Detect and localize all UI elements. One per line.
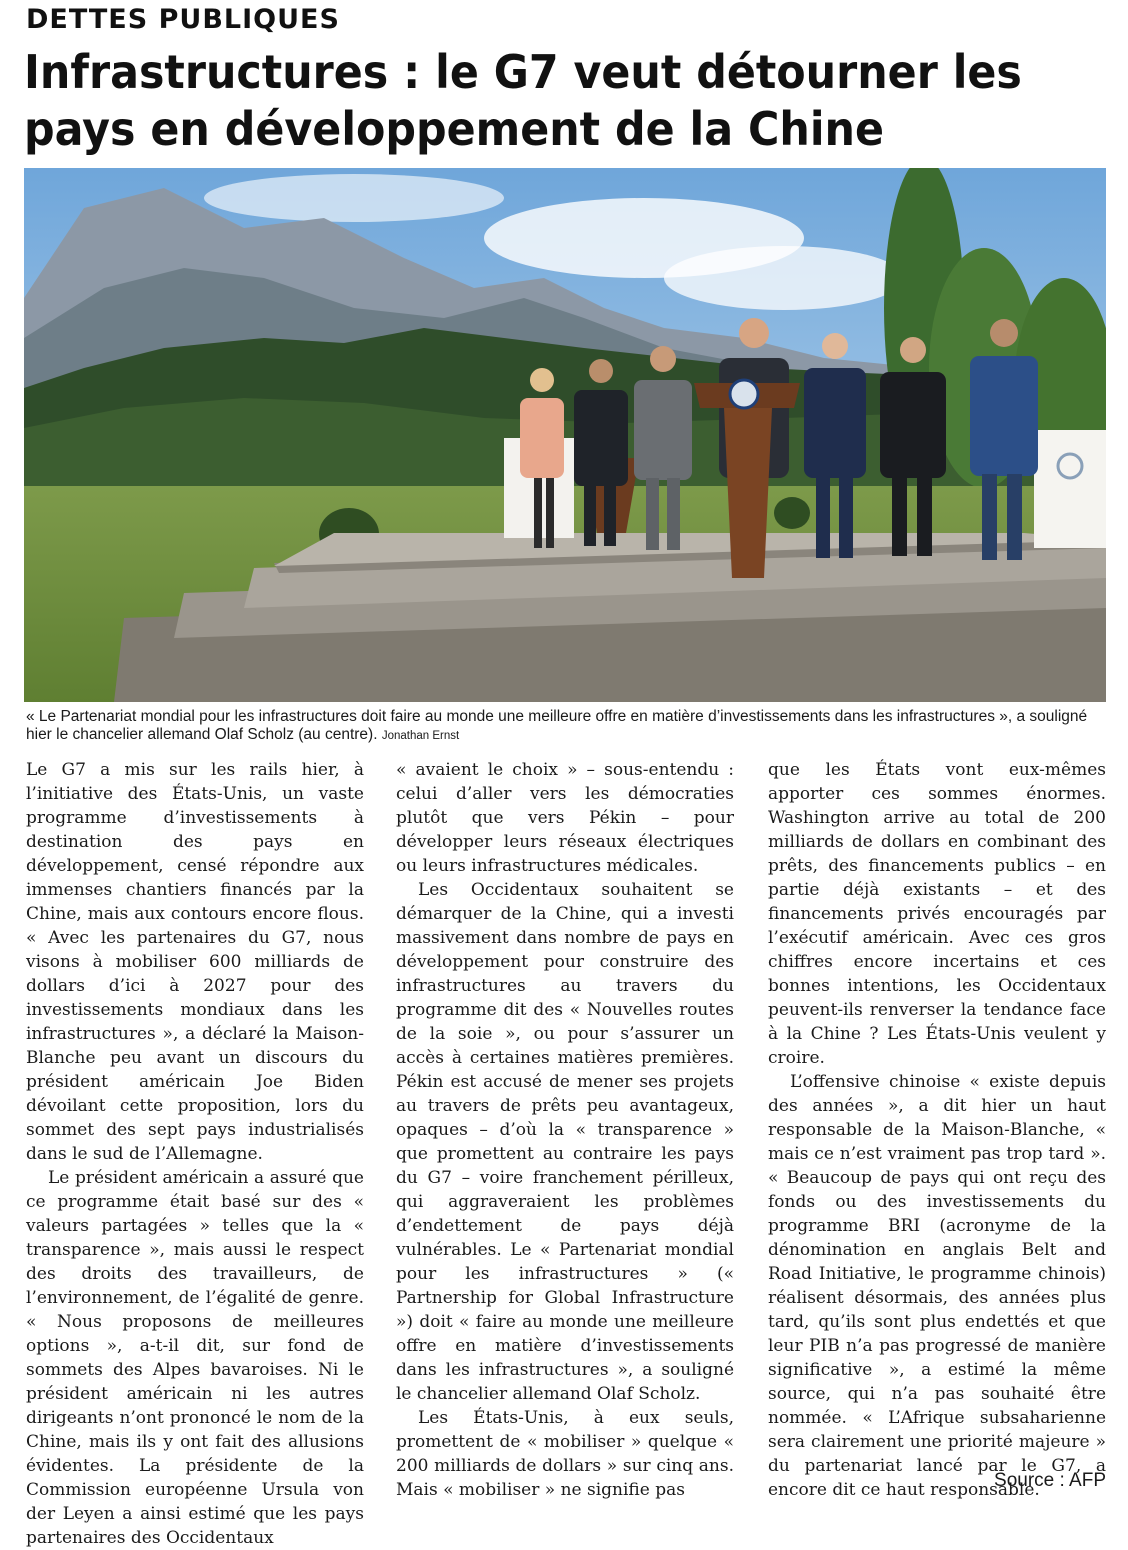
paragraph: « avaient le choix » – sous-entendu : celui d’aller vers les démocraties plutôt que vers Pékin – pour développer leurs réseaux électriques ou leurs infrastructures médicales. xyxy=(396,760,734,876)
paragraph: L’offensive chinoise « existe depuis des années », a dit hier un haut responsable de la Maison-Blanche, « mais ce n’est vraiment pas trop tard ». « Beaucoup de pays qui ont reçu des fonds ou des investissements du programme BRI (acronyme de la dénomination en anglais Belt and Road Initiative, le programme chinois) réalisent désormais, des années plus tard, qu’ils sont plus endettés et que leur PIB n’a pas progressé de manière significative », a estimé la même source, qui n’a pas souhaité être nommée. « L’Afrique subsaharienne sera clairement une priorité majeure » du partenariat lancé par le G7, a encore dit ce haut responsable. xyxy=(768,1072,1106,1500)
article-column-1 xyxy=(26,758,364,1550)
article-photo xyxy=(24,168,1106,702)
article-column-2 xyxy=(396,758,734,1502)
article-headline: Infrastructures : le G7 veut détourner les pays en développement de la Chine xyxy=(24,45,1022,156)
article-source: Source : AFP xyxy=(994,1470,1106,1491)
section-kicker: DETTES PUBLIQUES xyxy=(26,4,340,35)
paragraph: Les États-Unis, à eux seuls, promettent de « mobiliser » quelque « 200 milliards de dollars » sur cinq ans. Mais « mobiliser » ne signifie pas xyxy=(396,1408,734,1500)
paragraph: Les Occidentaux souhaitent se démarquer de la Chine, qui a investi massivement dans nombre de pays en développement pour construire des infrastructures au travers du programme dit des « Nouvelles routes de la soie », ou pour s’assurer un accès à certaines matières premières. Pékin est accusé de mener ses projets au travers de prêts peu avantageux, opaques – d’où la « transparence » que promettent au contraire les pays du G7 – voire franchement périlleux, qui aggraveraient les problèmes d’endettement de pays déjà vulnérables. Le « Partenariat mondial pour les infrastructures » (« Partnership for Global Infrastructure ») doit « faire au monde une meilleure offre en matière d’investissements dans les infrastructures », a souligné le chancelier allemand Olaf Scholz. xyxy=(396,880,734,1404)
paragraph: que les États vont eux-mêmes apporter ces sommes énormes. Washington arrive au total de 200 milliards de dollars en combinant des prêts, des financements publics – en partie déjà existants – et des financements privés encouragés par l’exécutif américain. Avec ces gros chiffres encore incertains et ces bonnes intentions, les Occidentaux peuvent-ils renverser la tendance face à la Chine ? Les États-Unis veulent y croire. xyxy=(768,760,1106,1068)
photo-credit: Jonathan Ernst xyxy=(381,730,460,742)
paragraph: Le G7 a mis sur les rails hier, à l’initiative des États-Unis, un vaste programme d’investissements à destination des pays en développement, censé répondre aux immenses chantiers financés par la Chine, mais aux contours encore flous. « Avec les partenaires du G7, nous visons à mobiliser 600 milliards de dollars d’ici à 2027 pour des investissements mondiaux dans les infrastructures », a déclaré la Maison-Blanche peu avant un discours du président américain Joe Biden dévoilant cette proposition, lors du sommet des sept pays industrialisés dans le sud de l’Allemagne. xyxy=(26,760,364,1164)
paragraph: Le président américain a assuré que ce programme était basé sur des « valeurs partagées » telles que la « transparence », mais aussi le respect des droits des travailleurs, de l’environnement, de l’égalité de genre. « Nous proposons de meilleures options », a-t-il dit, sur fond de sommets des Alpes bavaroises. Ni le président américain ni les autres dirigeants n’ont prononcé le nom de la Chine, mais ils y ont fait des allusions évidentes. La présidente de la Commission européenne Ursula von der Leyen a ainsi estimé que les pays partenaires des Occidentaux xyxy=(26,1168,364,1548)
caption-text: « Le Partenariat mondial pour les infrastructures doit faire au monde une meilleure offre en matière d’investissements dans les infrastructures », a souligné hier le chancelier allemand Olaf Scholz (au centre). xyxy=(26,708,1088,743)
article-column-3 xyxy=(768,758,1106,1502)
photo-caption xyxy=(26,708,1106,745)
